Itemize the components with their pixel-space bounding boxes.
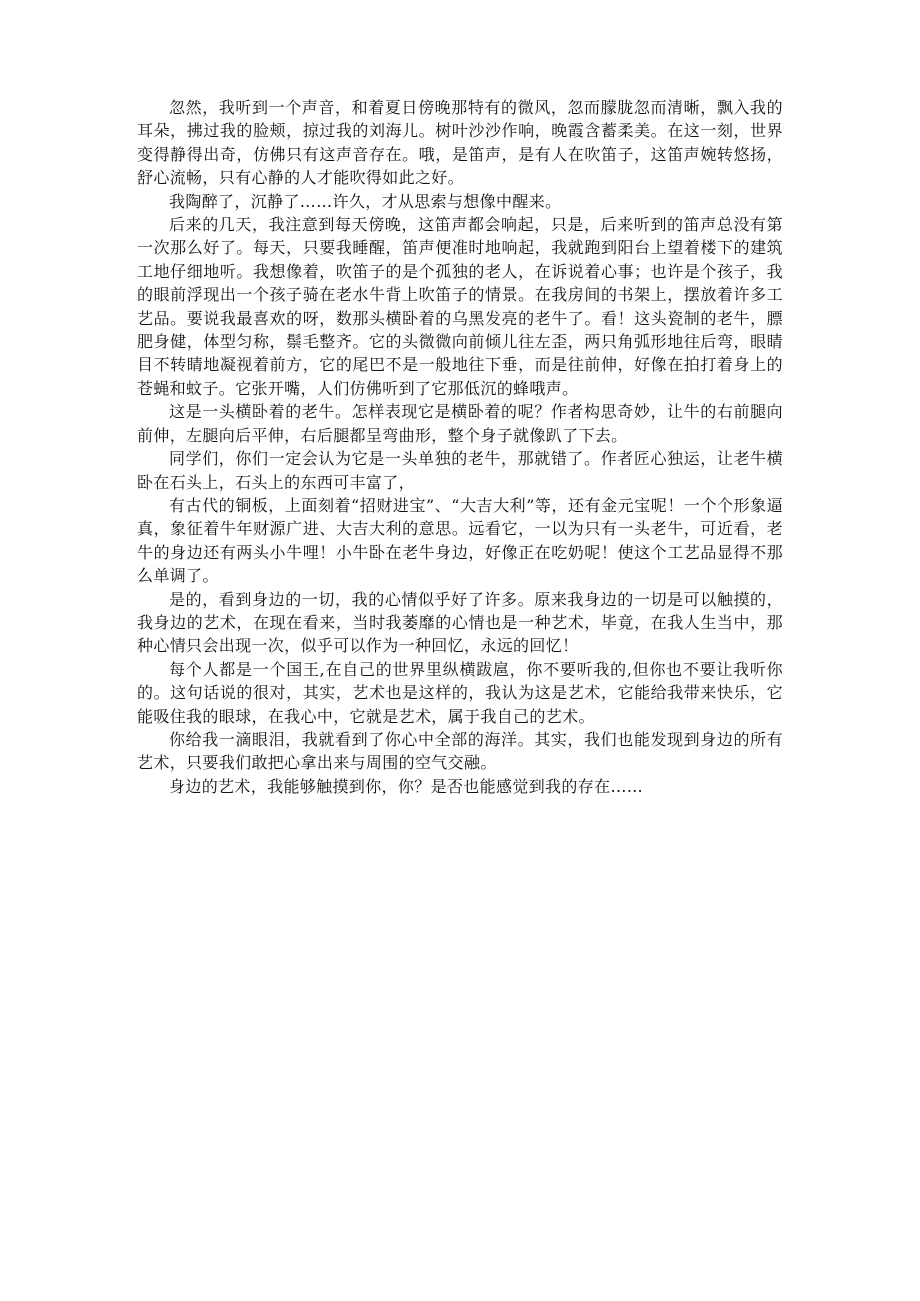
paragraph-4: 这是一头横卧着的老牛。怎样表现它是横卧着的呢？作者构思奇妙，让牛的右前腿向前伸，左腿向后平伸，右后腿都呈弯曲形，整个身子就像趴了下去。 <box>137 402 783 445</box>
paragraph-6: 有古代的铜板，上面刻着“招财进宝”、“大吉大利”等，还有金元宝呢！一个个形象逼真，象征着牛年财源广进、大吉大利的意思。远看它，一以为只有一头老牛，可近看，老牛的身边还有两头小牛哩！小牛卧在老牛身边，好像正在吃奶呢！使这个工艺品显得不那么单调了。 <box>137 495 783 586</box>
paragraph-10: 身边的艺术，我能够触摸到你，你？是否也能感觉到我的存在…… <box>169 776 644 796</box>
paragraph-9: 你给我一滴眼泪，我就看到了你心中全部的海洋。其实，我们也能发现到身边的所有艺术，只要我们敢把心拿出来与周围的空气交融。 <box>137 729 783 773</box>
paragraph-3: 后来的几天，我注意到每天傍晚，这笛声都会响起，只是，后来听到的笛声总没有第一次那么好了。每天，只要我睡醒，笛声便准时地响起，我就跑到阳台上望着楼下的建筑工地仔细地听。我想像着，吹笛子的是个孤独的老人，在诉说着心事；也许是个孩子，我的眼前浮现出一个孩子骑在老水牛背上吹笛子的情景。在我房间的书架上，摆放着许多工艺品。要说我最喜欢的呀，数那头横卧着的乌黑发亮的老牛了。看！这头瓷制的老牛，膘肥身健，体型匀称，鬃毛整齐。它的头微微向前倾儿往左歪，两只角弧形地往后弯，眼睛目不转睛地凝视着前方，它的尾巴不是一般地往下垂，而是往前伸，好像在拍打着身上的苍蝇和蚊子。它张开嘴，人们仿佛听到了它那低沉的蜂哦声。 <box>137 215 783 398</box>
paragraph-7: 是的，看到身边的一切，我的心情似乎好了许多。原来我身边的一切是可以触摸的，我身边的艺术，在现在看来，当时我萎靡的心情也是一种艺术，毕竟，在我人生当中，那种心情只会出现一次，似乎可以作为一种回忆，永远的回忆！ <box>137 589 783 656</box>
paragraph-2: 我陶醉了，沉静了……许久，才从思索与想像中醒来。 <box>169 191 562 211</box>
essay-body <box>137 96 783 798</box>
paragraph-5: 同学们，你们一定会认为它是一头单独的老牛，那就错了。作者匠心独运，让老牛横卧在石头上，石头上的东西可丰富了， <box>137 449 783 492</box>
paragraph-1: 忽然，我听到一个声音，和着夏日傍晚那特有的微风，忽而朦胧忽而清晰，飘入我的耳朵，拂过我的脸颊，掠过我的刘海儿。树叶沙沙作响，晚霞含蓄柔美。在这一刻，世界变得静得出奇，仿佛只有这声音存在。哦，是笛声，是有人在吹笛子，这笛声婉转悠扬，舒心流畅，只有心静的人才能吹得如此之好。 <box>137 98 783 188</box>
paragraph-8: 每个人都是一个国王,在自己的世界里纵横跋扈，你不要听我的,但你也不要让我听你的。这句话说的很对，其实，艺术也是这样的，我认为这是艺术，它能给我带来快乐，它能吸住我的眼球，在我心中，它就是艺术，属于我自己的艺术。 <box>137 659 783 726</box>
